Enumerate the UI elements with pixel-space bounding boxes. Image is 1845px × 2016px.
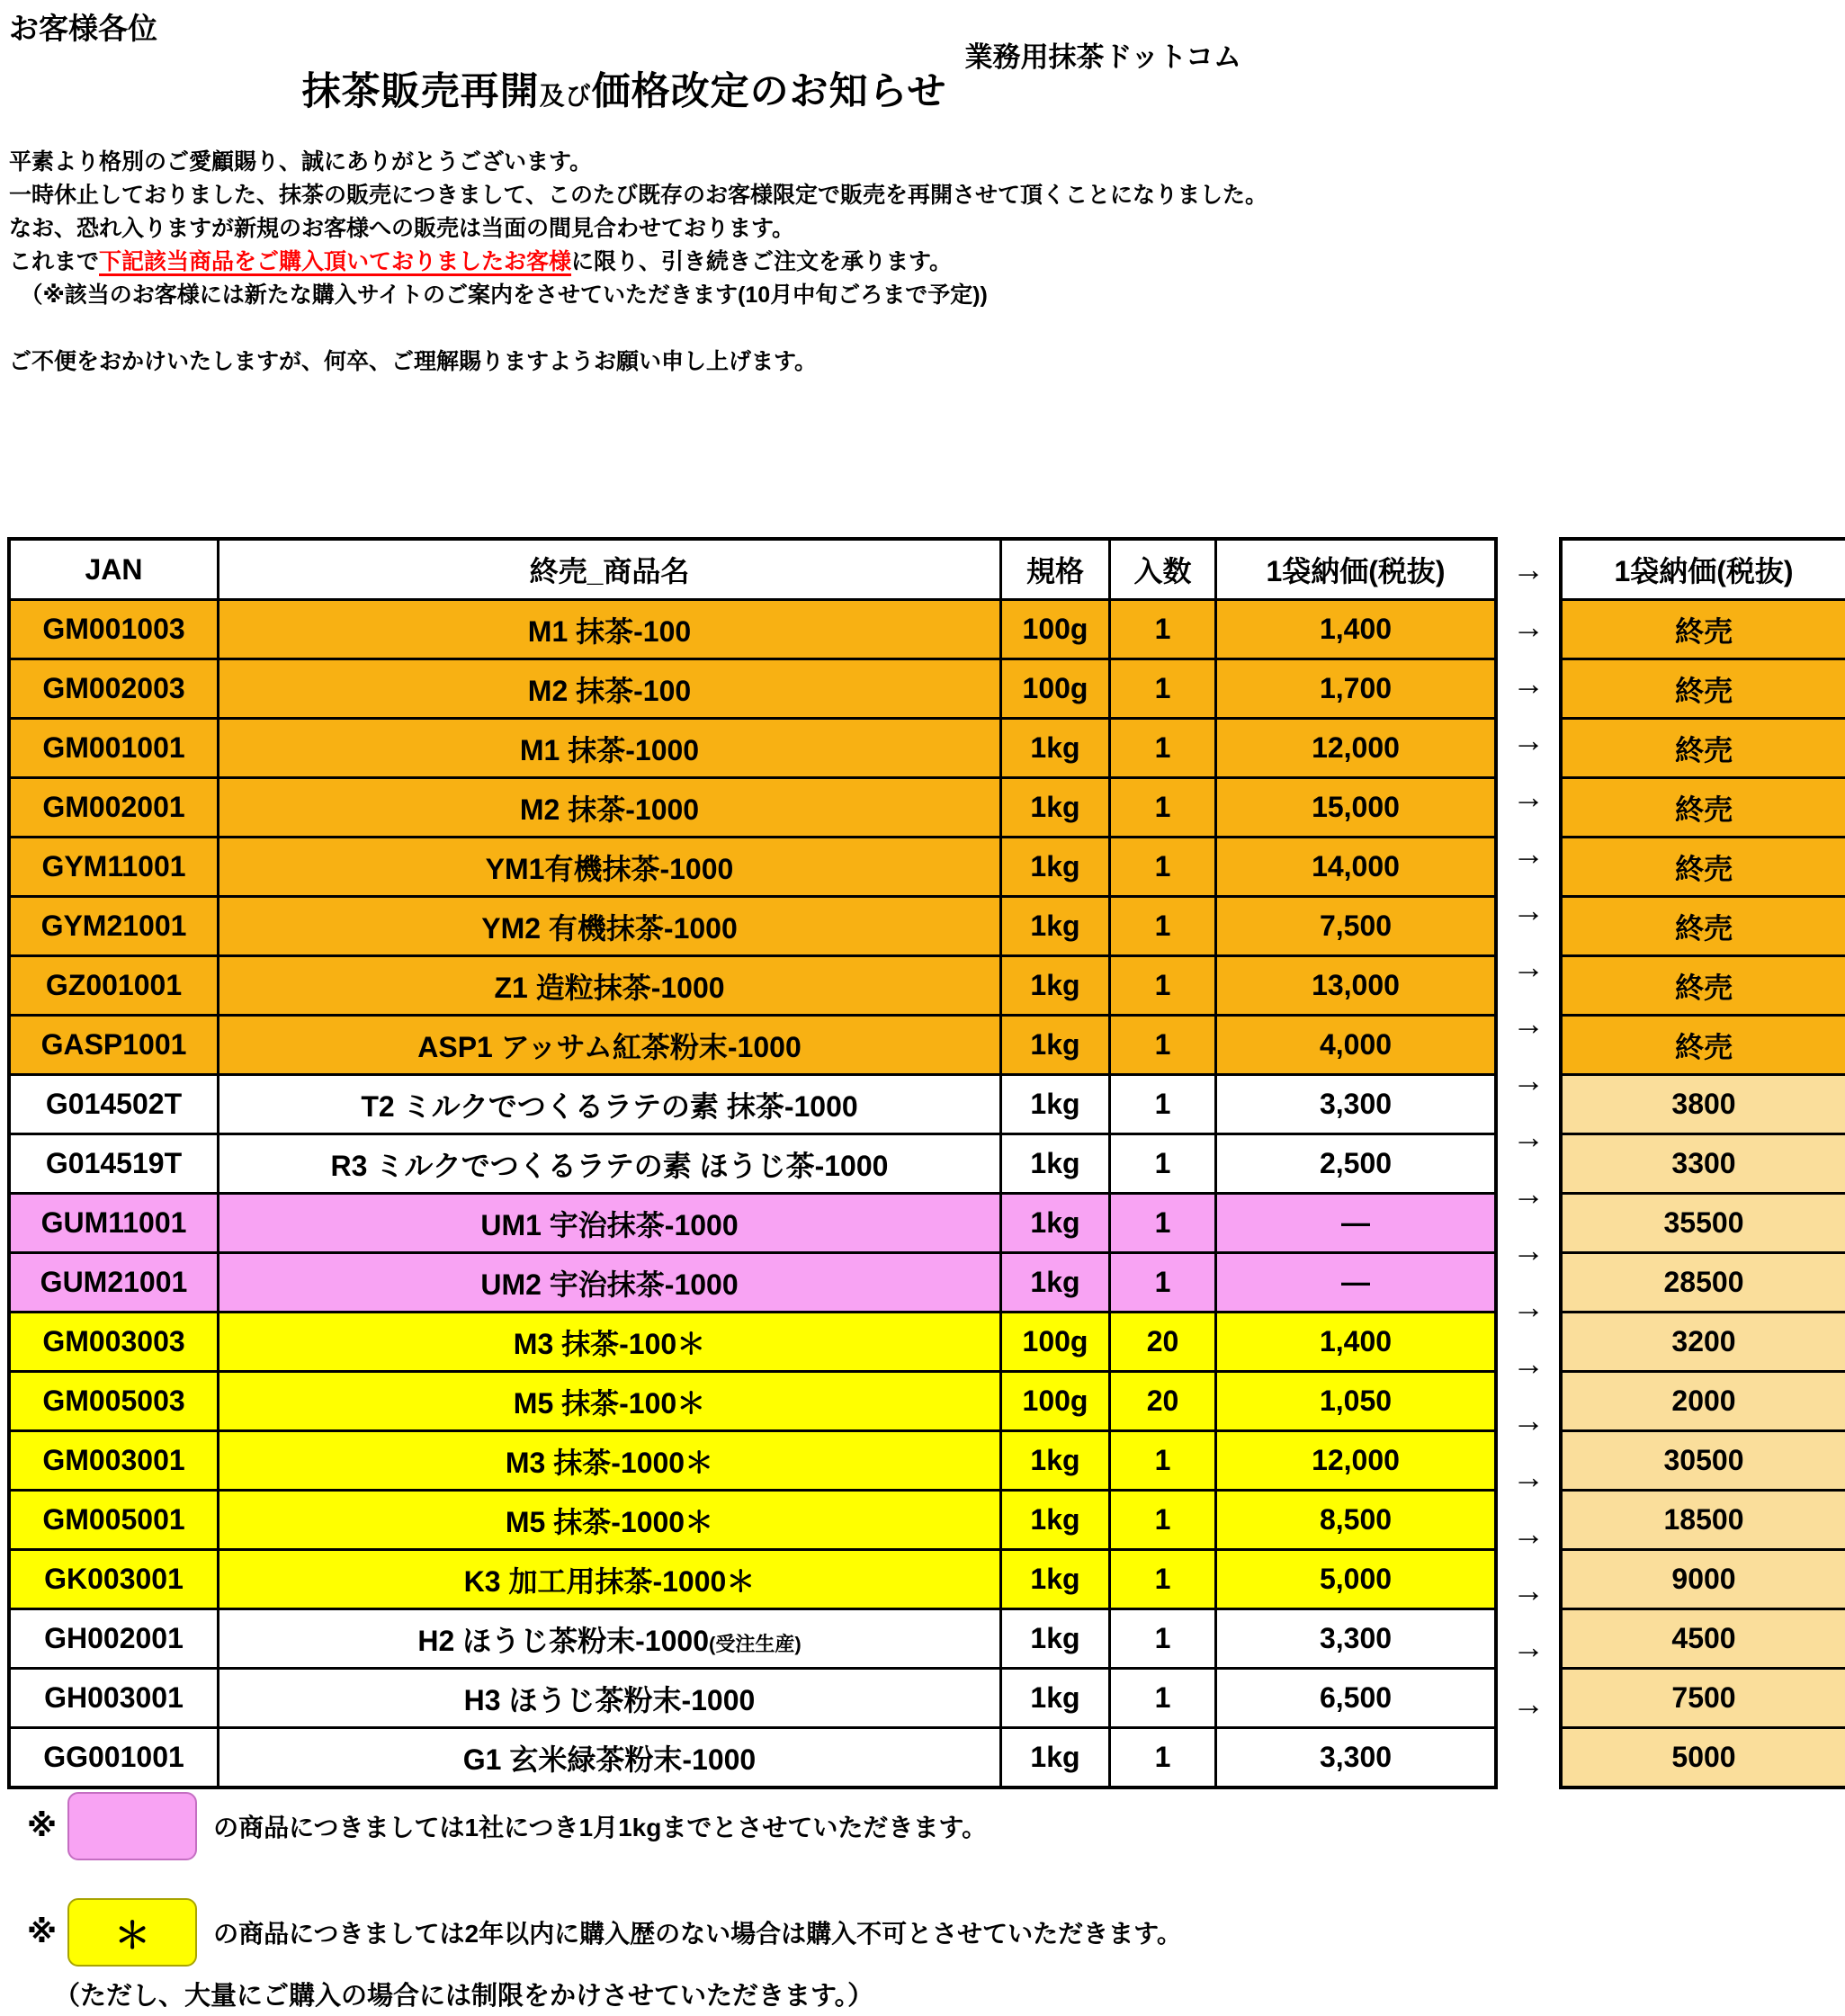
note-yellow [27,1898,1182,1967]
cell-new-price: 終売 [1561,1016,1845,1075]
cell-new-price: 18500 [1561,1491,1845,1550]
cell-spec: 1kg [1001,1134,1110,1194]
new-price-row [1561,1609,1845,1669]
new-price-table [1559,537,1845,1789]
page-title [7,61,1241,116]
cell-product-name: YM2 有機抹茶-1000 [219,897,1001,956]
cell-new-price: 終売 [1561,838,1845,897]
cell-qty: 1 [1110,659,1216,719]
table-row [9,659,1496,719]
cell-old-price: 4,000 [1216,1016,1497,1075]
cell-product-name: H2 ほうじ茶粉末-1000(受注生産) [219,1609,1001,1669]
arrow-icon: → [1512,1004,1545,1042]
new-price-row [1561,897,1845,956]
new-price-row [1561,1669,1845,1728]
title-part2: 価格改定のお知らせ [591,70,947,113]
pink-legend-swatch [67,1792,197,1860]
note-pink-text: の商品につきましては1社につき1月1kgまでとさせていただきます。 [213,1814,988,1841]
table-row [9,600,1496,659]
new-price-row [1561,1431,1845,1491]
new-price-row [1561,1491,1845,1550]
cell-jan: GM002003 [9,659,219,719]
arrow-icon: → [1512,1231,1545,1268]
arrow-icon: → [1512,1627,1545,1665]
cell-product-name: Z1 造粒抹茶-1000 [219,956,1001,1016]
cell-product-name: M5 抹茶-1000＊ [219,1491,1001,1550]
table-row [9,1134,1496,1194]
new-price-row [1561,1194,1845,1253]
arrow-icon: → [1512,1457,1545,1495]
cell-product-name: M1 抹茶-100 [219,600,1001,659]
cell-spec: 1kg [1001,1669,1110,1728]
cell-old-price: 1,400 [1216,600,1497,659]
col-header-jan: JAN [9,539,219,600]
cell-product-name: M1 抹茶-1000 [219,719,1001,778]
spacer [9,312,1267,345]
cell-new-price: 3300 [1561,1134,1845,1194]
cell-spec: 1kg [1001,838,1110,897]
cell-new-price: 7500 [1561,1669,1845,1728]
table-row [9,719,1496,778]
cell-spec: 1kg [1001,1728,1110,1788]
cell-new-price: 終売 [1561,719,1845,778]
cell-old-price: 1,400 [1216,1313,1497,1372]
body-line-2: 一時休止しておりました、抹茶の販売につきまして、このたび既存のお客様限定で販売を再開させて頂くことになりました。 [9,183,1268,208]
note-yellow-text: の商品につきましては2年以内に購入歴のない場合は購入不可とさせていただきます。 [213,1920,1182,1948]
cell-spec: 1kg [1001,1253,1110,1313]
cell-new-price: 3800 [1561,1075,1845,1134]
body-text [9,146,1267,379]
cell-new-price: 3200 [1561,1313,1845,1372]
new-price-row [1561,719,1845,778]
cell-qty: 1 [1110,600,1216,659]
cell-spec: 1kg [1001,1609,1110,1669]
note-pink-marker: ※ [27,1809,58,1843]
cell-old-price: 7,500 [1216,897,1497,956]
title-small: 及び [539,82,592,110]
new-price-row [1561,1134,1845,1194]
body-line-4-highlight: 下記該当商品をご購入頂いておりましたお客様 [99,249,572,274]
cell-jan: GM005001 [9,1491,219,1550]
cell-spec: 100g [1001,1372,1110,1431]
cell-spec: 1kg [1001,778,1110,838]
table-row [9,1669,1496,1728]
cell-product-name: M3 抹茶-100＊ [219,1313,1001,1372]
cell-jan: GM003001 [9,1431,219,1491]
new-price-row [1561,1550,1845,1609]
cell-qty: 1 [1110,1016,1216,1075]
table-header-row [9,539,1496,600]
cell-new-price: 終売 [1561,956,1845,1016]
cell-old-price: 8,500 [1216,1491,1497,1550]
cell-jan: GH002001 [9,1609,219,1669]
arrow-icon: → [1512,1571,1545,1608]
table-row [9,1075,1496,1134]
cell-qty: 1 [1110,1491,1216,1550]
cell-product-name: M3 抹茶-1000＊ [219,1431,1001,1491]
cell-qty: 1 [1110,778,1216,838]
table-row [9,1431,1496,1491]
table-row [9,1550,1496,1609]
new-price-header-row [1561,539,1845,600]
arrow-icon: → [1512,1061,1545,1098]
company-name: 業務用抹茶ドットコム [964,41,1241,73]
col-header-price: 1袋納価(税抜) [1216,539,1497,600]
arrow-icon: → [1512,891,1545,928]
cell-new-price: 9000 [1561,1550,1845,1609]
new-price-row [1561,1313,1845,1372]
cell-spec: 1kg [1001,897,1110,956]
body-line-6: ご不便をおかけいたしますが、何卒、ご理解賜りますようお願い申し上げます。 [9,349,818,374]
table-row [9,1491,1496,1550]
cell-jan: GUM11001 [9,1194,219,1253]
cell-new-price: 5000 [1561,1728,1845,1788]
cell-spec: 1kg [1001,1431,1110,1491]
salutation: お客様各位 [9,12,157,45]
cell-old-price: ― [1216,1194,1497,1253]
cell-old-price: 15,000 [1216,778,1497,838]
arrow-icon: → [1512,1174,1545,1212]
new-price-row [1561,1075,1845,1134]
cell-qty: 20 [1110,1313,1216,1372]
new-price-table-body [1561,600,1845,1788]
cell-product-name: M5 抹茶-100＊ [219,1372,1001,1431]
cell-qty: 1 [1110,1669,1216,1728]
new-price-row [1561,1728,1845,1788]
cell-qty: 1 [1110,1550,1216,1609]
table-row [9,1016,1496,1075]
arrow-icon: → [1512,664,1545,702]
cell-product-name: UM2 宇治抹茶-1000 [219,1253,1001,1313]
cell-product-name: YM1有機抹茶-1000 [219,838,1001,897]
cell-qty: 1 [1110,897,1216,956]
cell-qty: 1 [1110,719,1216,778]
table-row [9,1609,1496,1669]
cell-spec: 100g [1001,1313,1110,1372]
table-row [9,1372,1496,1431]
new-price-row [1561,1372,1845,1431]
new-price-row [1561,838,1845,897]
cell-jan: GG001001 [9,1728,219,1788]
cell-old-price: 13,000 [1216,956,1497,1016]
table-row [9,956,1496,1016]
cell-qty: 1 [1110,838,1216,897]
arrow-icon: → [1512,721,1545,758]
table-row [9,897,1496,956]
new-price-row [1561,1016,1845,1075]
body-line-3: なお、恐れ入りますが新規のお客様への販売は当面の間見合わせております。 [9,216,795,241]
cell-old-price: 3,300 [1216,1075,1497,1134]
cell-spec: 1kg [1001,1550,1110,1609]
new-price-row [1561,778,1845,838]
arrow-icon: → [1512,1117,1545,1155]
cell-product-name: K3 加工用抹茶-1000＊ [219,1550,1001,1609]
arrow-icon: → [1512,1401,1545,1438]
note-supplement: （ただし、大量にご購入の場合には制限をかけさせていただきます。） [54,1982,874,2011]
cell-jan: GH003001 [9,1669,219,1728]
body-line-4 [9,246,1267,279]
cell-jan: GZ001001 [9,956,219,1016]
cell-old-price: 12,000 [1216,719,1497,778]
cell-qty: 1 [1110,1194,1216,1253]
cell-product-name: M2 抹茶-1000 [219,778,1001,838]
cell-product-name-note: (受注生産) [709,1632,802,1655]
cell-old-price: 3,300 [1216,1609,1497,1669]
cell-jan: GYM21001 [9,897,219,956]
cell-jan: G014502T [9,1075,219,1134]
cell-spec: 1kg [1001,1491,1110,1550]
col-header-spec: 規格 [1001,539,1110,600]
cell-old-price: 1,050 [1216,1372,1497,1431]
col-header-qty: 入数 [1110,539,1216,600]
yellow-legend-swatch: ＊ [67,1898,197,1967]
cell-new-price: 2000 [1561,1372,1845,1431]
cell-qty: 20 [1110,1372,1216,1431]
arrow-column [1498,537,1559,1732]
table-row [9,838,1496,897]
cell-spec: 1kg [1001,1194,1110,1253]
cell-qty: 1 [1110,1253,1216,1313]
note-pink [27,1792,987,1860]
arrow-icon: → [1512,1514,1545,1552]
table-row [9,1313,1496,1372]
new-price-row [1561,600,1845,659]
new-price-row [1561,1253,1845,1313]
cell-product-name: R3 ミルクでつくるラテの素 ほうじ茶-1000 [219,1134,1001,1194]
cell-qty: 1 [1110,1134,1216,1194]
cell-spec: 1kg [1001,1016,1110,1075]
cell-qty: 1 [1110,1728,1216,1788]
cell-new-price: 30500 [1561,1431,1845,1491]
cell-product-name: ASP1 アッサム紅茶粉末-1000 [219,1016,1001,1075]
cell-new-price: 終売 [1561,600,1845,659]
cell-product-name: UM1 宇治抹茶-1000 [219,1194,1001,1253]
arrow-icon: → [1512,551,1545,587]
cell-jan: GM003003 [9,1313,219,1372]
cell-new-price: 4500 [1561,1609,1845,1669]
cell-jan: GM002001 [9,778,219,838]
cell-new-price: 終売 [1561,778,1845,838]
arrow-icon: → [1512,1287,1545,1325]
cell-jan: G014519T [9,1134,219,1194]
arrow-icon: → [1512,947,1545,985]
col-header-new-price: 1袋納価(税抜) [1561,539,1845,600]
cell-old-price: 3,300 [1216,1728,1497,1788]
cell-old-price: 5,000 [1216,1550,1497,1609]
cell-old-price: 14,000 [1216,838,1497,897]
cell-qty: 1 [1110,1075,1216,1134]
price-table-area [7,537,1845,1789]
cell-spec: 1kg [1001,1075,1110,1134]
cell-product-name: G1 玄米緑茶粉末-1000 [219,1728,1001,1788]
cell-spec: 100g [1001,659,1110,719]
arrow-icon: → [1512,1344,1545,1382]
cell-product-name: M2 抹茶-100 [219,659,1001,719]
cell-spec: 1kg [1001,719,1110,778]
cell-product-name: H3 ほうじ茶粉末-1000 [219,1669,1001,1728]
table-row [9,778,1496,838]
cell-jan: GK003001 [9,1550,219,1609]
product-table [7,537,1498,1789]
body-line-4-suffix: に限り、引き続きご注文を承ります。 [571,249,953,274]
cell-old-price: ― [1216,1253,1497,1313]
cell-spec: 100g [1001,600,1110,659]
table-row [9,1728,1496,1788]
cell-qty: 1 [1110,1609,1216,1669]
cell-old-price: 6,500 [1216,1669,1497,1728]
new-price-row [1561,956,1845,1016]
cell-jan: GM005003 [9,1372,219,1431]
cell-jan: GM001003 [9,600,219,659]
body-line-4-prefix: これまで [9,249,100,274]
arrow-icon: → [1512,777,1545,815]
cell-new-price: 終売 [1561,659,1845,719]
cell-product-name: T2 ミルクでつくるラテの素 抹茶-1000 [219,1075,1001,1134]
cell-qty: 1 [1110,956,1216,1016]
product-table-body [9,600,1496,1788]
table-row [9,1253,1496,1313]
new-price-row [1561,659,1845,719]
cell-spec: 1kg [1001,956,1110,1016]
table-row [9,1194,1496,1253]
cell-new-price: 35500 [1561,1194,1845,1253]
cell-qty: 1 [1110,1431,1216,1491]
arrow-icon: → [1512,1684,1545,1722]
note-yellow-marker: ※ [27,1915,58,1949]
col-header-name: 終売_商品名 [219,539,1001,600]
arrow-icon: → [1512,834,1545,872]
cell-new-price: 終売 [1561,897,1845,956]
body-line-1: 平素より格別のご愛顧賜り、誠にありがとうございます。 [9,149,593,175]
cell-jan: GASP1001 [9,1016,219,1075]
body-line-5: （※該当のお客様には新たな購入サイトのご案内をさせていただきます(10月中旬ごろまで予定)) [9,282,988,308]
cell-jan: GM001001 [9,719,219,778]
cell-old-price: 12,000 [1216,1431,1497,1491]
cell-new-price: 28500 [1561,1253,1845,1313]
cell-old-price: 2,500 [1216,1134,1497,1194]
cell-old-price: 1,700 [1216,659,1497,719]
cell-jan: GUM21001 [9,1253,219,1313]
cell-jan: GYM11001 [9,838,219,897]
arrow-icon: → [1512,607,1545,645]
title-part1: 抹茶販売再開 [301,70,540,113]
